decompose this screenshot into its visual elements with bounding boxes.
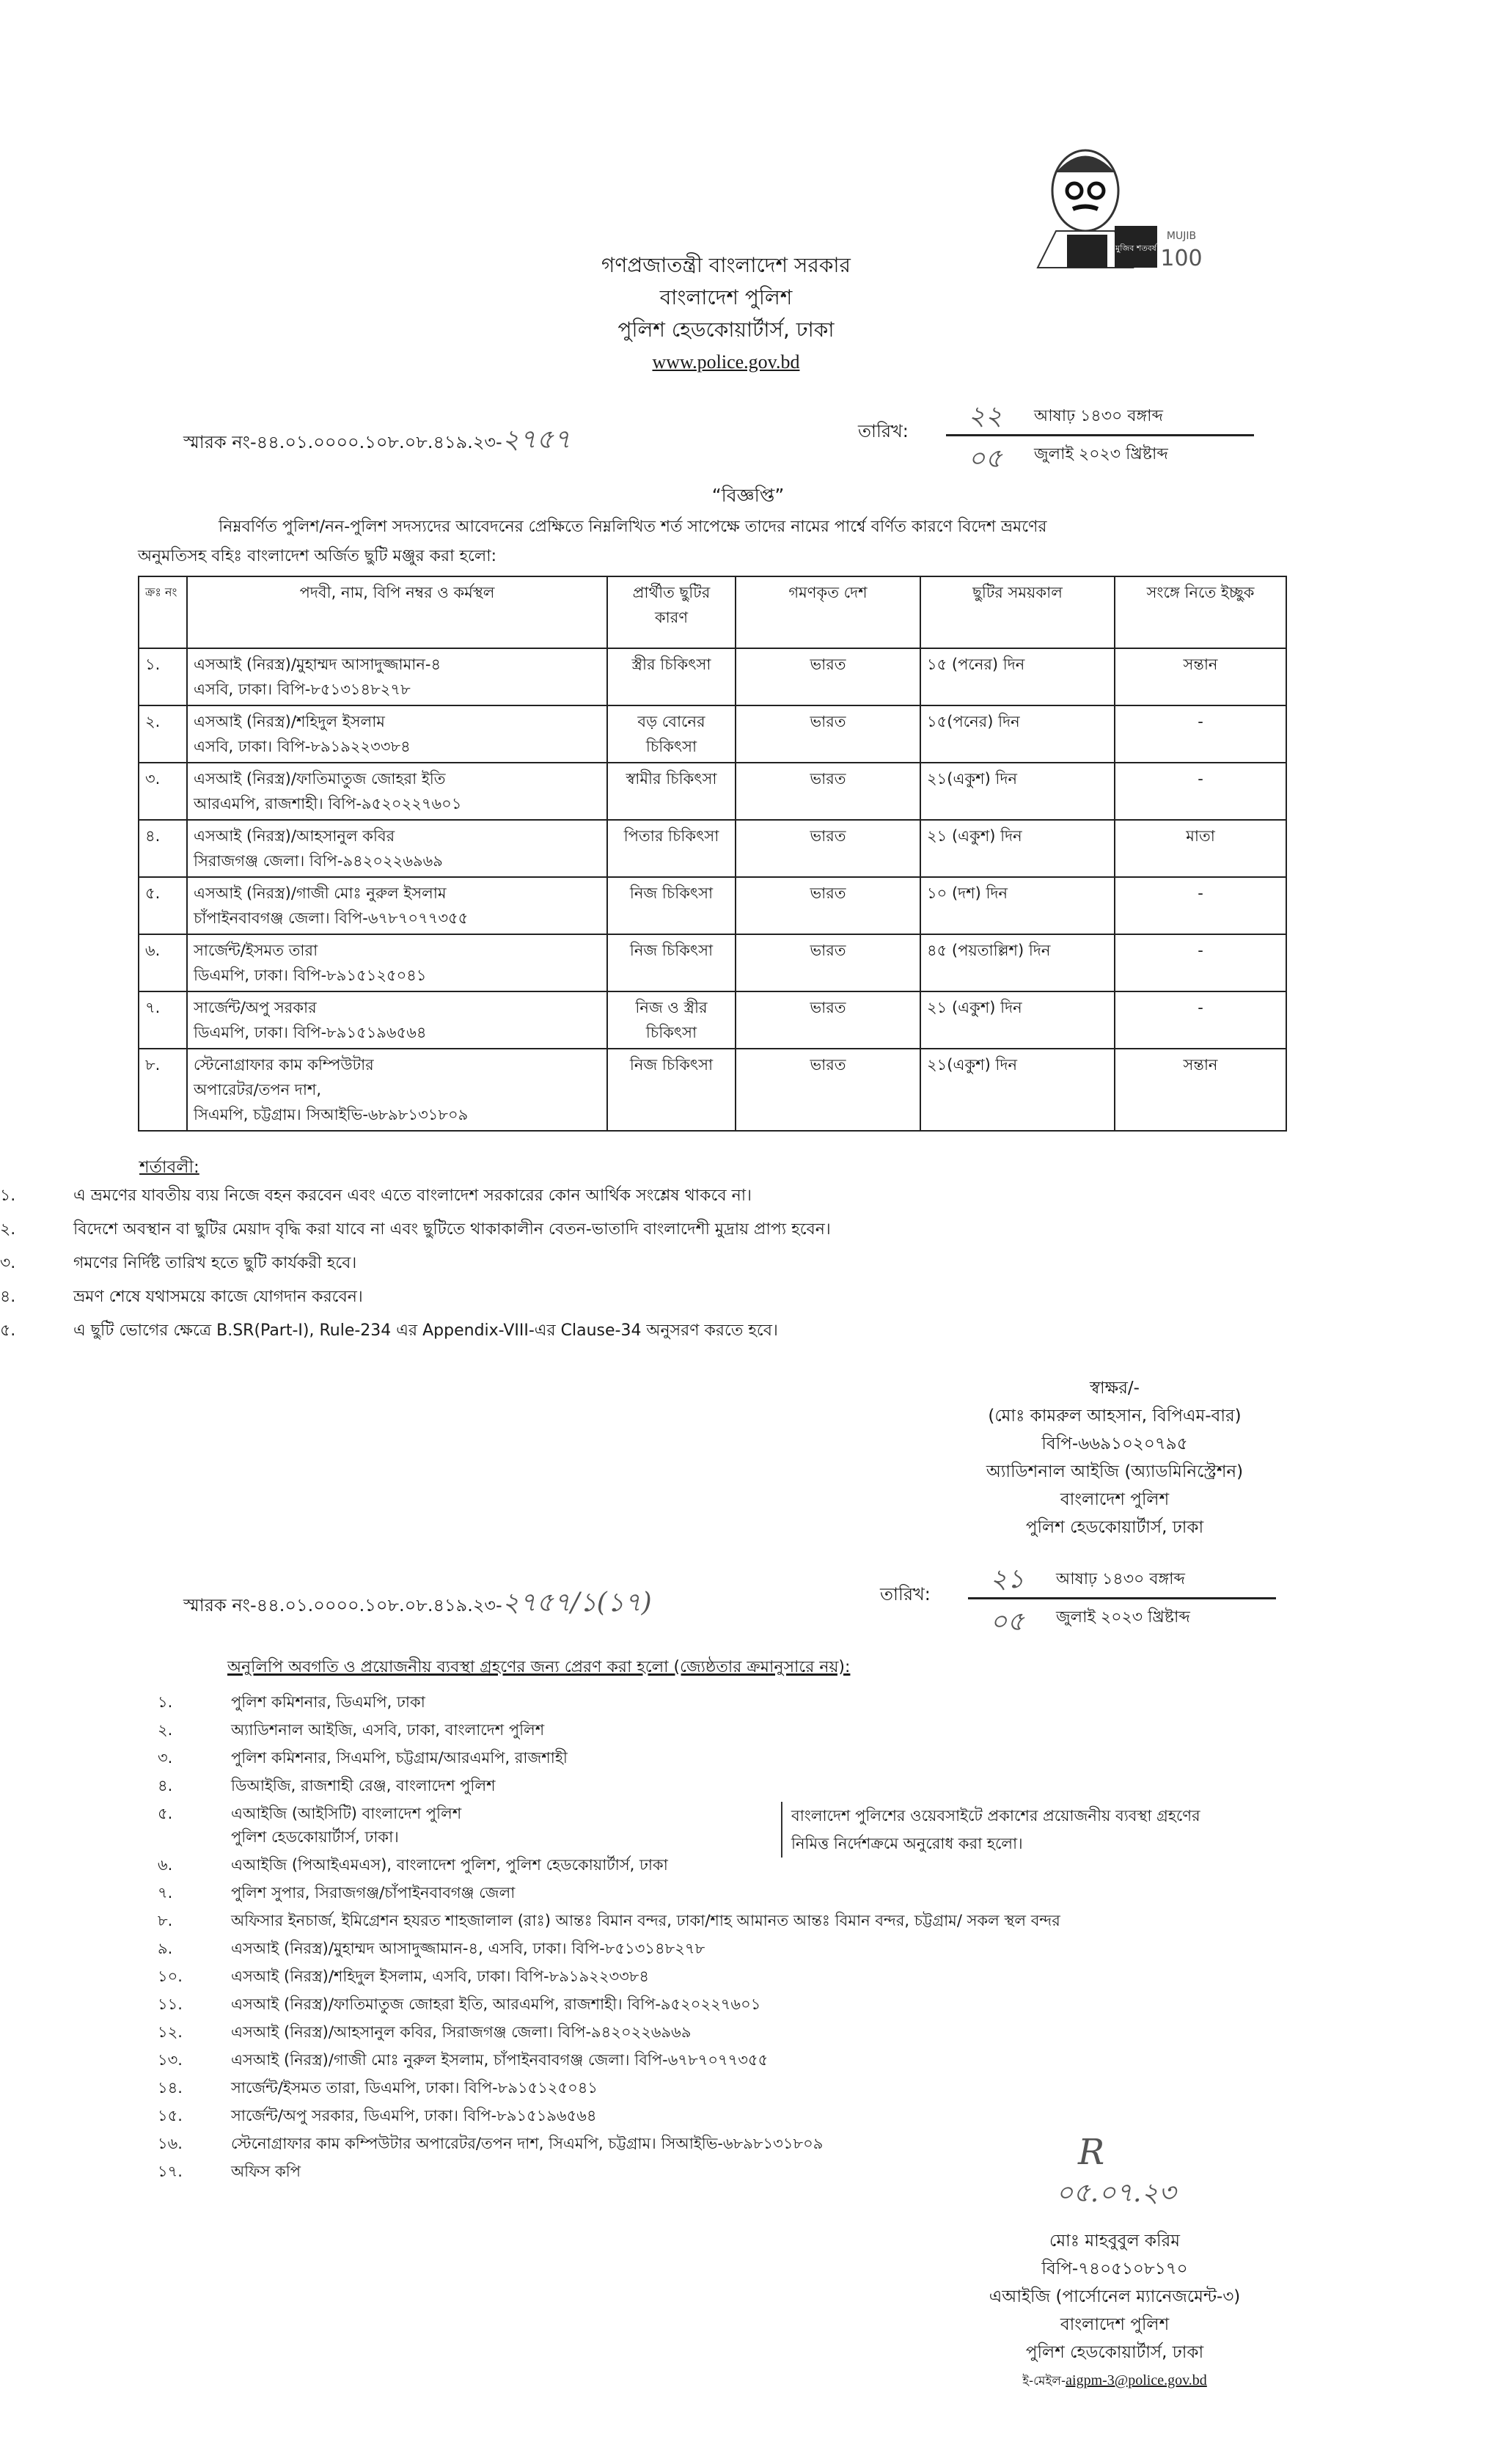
- cell-reason: [607, 991, 736, 1049]
- copy-recipient-item: [158, 1774, 1258, 1797]
- cell-sl: ২.: [145, 713, 161, 730]
- cell-reason: [607, 877, 736, 934]
- copy-number: ১৬.: [158, 2135, 183, 2152]
- col-name: পদবী, নাম, বিপি নম্বর ও কর্মস্থল: [187, 576, 607, 648]
- copy-number: ১১.: [158, 1995, 183, 2013]
- cell-name-line2: অপারেটর/তপন দাশ,: [194, 1081, 322, 1099]
- cell-serial: [139, 820, 187, 877]
- memo-handwritten-number: ২৭৫৭: [502, 425, 571, 455]
- cell-name-line2: চাঁপাইনবাবগঞ্জ জেলা। বিপি-৬৭৮৭০৭৭৩৫৫: [194, 909, 469, 927]
- cell-name-line1: এসআই (নিরস্ত্র)/শহিদুল ইসলাম: [194, 713, 385, 730]
- cell-name: [187, 820, 607, 877]
- copy-recipient-item: [158, 2104, 1258, 2127]
- date-day-greg: ০৫: [968, 444, 1002, 474]
- condition-item: [0, 1182, 1247, 1210]
- copy-text: পুলিশ সুপার, সিরাজগঞ্জ/চাঁপাইনবাবগঞ্জ জেলা: [231, 1884, 516, 1902]
- copy-text: অফিস কপি: [231, 2163, 301, 2180]
- date-divider: [968, 1597, 1276, 1599]
- cell-serial: [139, 1049, 187, 1131]
- copy-text: এআইজি (পিআইএমএস), বাংলাদেশ পুলিশ, পুলিশ হেডকোয়ার্টার্স, ঢাকা: [231, 1856, 668, 1874]
- copies-section: [158, 1690, 1404, 2183]
- condition-text: গমণের নির্দিষ্ট তারিখ হতে ছুটি কার্যকরী হবে।: [73, 1254, 357, 1272]
- copy-recipient-item: [158, 2076, 1258, 2100]
- condition-text: ভ্রমণ শেষে যথাসময়ে কাজে যোগদান করবেন।: [73, 1288, 363, 1306]
- cell-country: ভারত: [810, 1056, 846, 1074]
- copy-number: ৭.: [158, 1884, 173, 1902]
- condition-text: এ ভ্রমণের যাবতীয় ব্যয় নিজে বহন করবেন এবং এতে বাংলাদেশ সরকারের কোন আর্থিক সংশ্লেষ থাকবে না।: [73, 1187, 752, 1205]
- cell-name-line2: এসবি, ঢাকা। বিপি-৮৫১৩১৪৮২৭৮: [194, 681, 411, 698]
- cell-name-line1: এসআই (নিরস্ত্র)/আহসানুল কবির: [194, 827, 395, 845]
- cell-reason: বড় বোনের চিকিৎসা: [637, 713, 705, 755]
- date-greg-month-year: জুলাই ২০২৩ খ্রিষ্টাব্দ: [1056, 1608, 1190, 1627]
- cell-companion: সন্তান: [1183, 656, 1218, 673]
- cell-reason: [607, 648, 736, 705]
- cell-reason: নিজ ও স্ত্রীর চিকিৎসা: [635, 999, 708, 1041]
- copy-number: ১৩.: [158, 2051, 183, 2069]
- copy-text: এসআই (নিরস্ত্র)/শহিদুল ইসলাম, এসবি, ঢাকা। বিপি-৮৯১৯২২৩৩৮৪: [231, 1968, 650, 1985]
- cell-serial: [139, 877, 187, 934]
- cell-reason: [607, 820, 736, 877]
- mujib-100-logo-icon: [1023, 139, 1206, 271]
- cell-name-line1: সার্জেন্ট/ইসমত তারা: [194, 942, 318, 959]
- cell-country: [736, 877, 920, 934]
- col-serial: ক্রঃ নং: [139, 576, 187, 648]
- cell-reason: পিতার চিকিৎসা: [623, 827, 719, 845]
- cell-companion: সন্তান: [1183, 1056, 1218, 1074]
- copy-number: ৯.: [158, 1940, 173, 1957]
- signature-block-2: [851, 2227, 1379, 2395]
- table-row: [139, 991, 1286, 1049]
- cell-name-line1: সার্জেন্ট/অপু সরকার: [194, 999, 317, 1016]
- cell-duration: [920, 705, 1115, 763]
- copy-number: ৪.: [158, 1777, 173, 1794]
- condition-number: ৫.: [0, 1321, 16, 1340]
- copy-text: এসআই (নিরস্ত্র)/ফাতিমাতুজ জোহরা ইতি, আরএমপি, রাজশাহী। বিপি-৯৫২০২২৭৬০১: [231, 1995, 761, 2013]
- logo-text-en: MUJIB: [1166, 230, 1197, 242]
- cell-reason: স্ত্রীর চিকিৎসা: [631, 656, 711, 673]
- cell-reason: স্বামীর চিকিৎসা: [626, 770, 717, 788]
- copy-text: সার্জেন্ট/অপু সরকার, ডিএমপি, ঢাকা। বিপি-৮৯১৫১৯৬৫৬৪: [231, 2107, 597, 2124]
- col-duration: ছুটির সময়কাল: [920, 576, 1115, 648]
- cell-companion: [1115, 763, 1286, 820]
- cell-duration: ৪৫ (পয়তাল্লিশ) দিন: [927, 942, 1051, 959]
- website-link[interactable]: www.police.gov.bd: [652, 351, 800, 373]
- copy-recipient-item: [158, 1992, 1258, 2016]
- cell-duration: ১০ (দশ) দিন: [927, 884, 1008, 902]
- condition-number: ২.: [0, 1220, 16, 1239]
- logo-text-100: 100: [1160, 246, 1203, 271]
- cell-companion: -: [1198, 884, 1203, 902]
- date-bangla-month-year: আষাঢ় ১৪৩০ বঙ্গাব্দ: [1056, 1570, 1185, 1588]
- cell-sl: ৬.: [145, 942, 161, 959]
- memo-row-top: [0, 390, 1496, 478]
- copy-recipient-item: [158, 1690, 1258, 1714]
- table-row: [139, 934, 1286, 991]
- cell-duration: ১৫(পনের) দিন: [927, 713, 1020, 730]
- cell-country: ভারত: [810, 827, 846, 845]
- office-title: পুলিশ হেডকোয়ার্টার্স, ঢাকা: [617, 318, 835, 342]
- notice-title: “বিজ্ঞপ্তি”: [711, 485, 785, 506]
- signatory-office: পুলিশ হেডকোয়ার্টার্স, ঢাকা: [1025, 1518, 1204, 1537]
- cell-country: ভারত: [810, 942, 846, 959]
- copy-number: ১৪.: [158, 2079, 183, 2097]
- date-block-bottom: [880, 1553, 1291, 1641]
- cell-sl: ৭.: [145, 999, 161, 1016]
- table-row: [139, 763, 1286, 820]
- initial-mark: R: [1078, 2132, 1105, 2173]
- table-header-row: [139, 576, 1286, 648]
- condition-text: বিদেশে অবস্থান বা ছুটির মেয়াদ বৃদ্ধি করা যাবে না এবং ছুটিতে থাকাকালীন বেতন-ভাতাদি বাংলাদেশী মুদ্রায় প্রাপ্য হবেন।: [73, 1220, 831, 1239]
- cell-companion: [1115, 705, 1286, 763]
- leave-table-body: [139, 648, 1286, 1131]
- cell-country: [736, 648, 920, 705]
- table-row: [139, 705, 1286, 763]
- letterhead: [469, 249, 983, 378]
- cell-name-line3: সিএমপি, চট্টগ্রাম। সিআইভি-৬৮৯৮১৩১৮০৯: [194, 1106, 469, 1123]
- copy-number: ১৭.: [158, 2163, 183, 2180]
- condition-number: ৪.: [0, 1288, 16, 1306]
- col-companion: সংঙ্গে নিতে ইচ্ছুক: [1115, 576, 1286, 648]
- copy-text: এসআই (নিরস্ত্র)/মুহাম্মদ আসাদুজ্জামান-৪, এসবি, ঢাকা। বিপি-৮৫১৩১৪৮২৭৮: [231, 1940, 705, 1957]
- memo-number-bottom: [183, 1583, 652, 1627]
- cell-sl: ৮.: [145, 1056, 161, 1074]
- intro-line-2: অনুমতিসহ বহিঃ বাংলাদেশ অর্জিত ছুটি মঞ্জুর করা হলো:: [138, 547, 497, 565]
- cell-country: [736, 1049, 920, 1131]
- cell-name: [187, 648, 607, 705]
- copy-recipient-item: [158, 1909, 1258, 1932]
- copy-recipient-item: [158, 1965, 1258, 1988]
- cell-reason: নিজ চিকিৎসা: [629, 884, 714, 902]
- cell-name-line1: এসআই (নিরস্ত্র)/গাজী মোঃ নুরুল ইসলাম: [194, 884, 447, 902]
- cell-companion: মাতা: [1186, 827, 1215, 845]
- memo-number-top: [183, 419, 571, 463]
- govt-title: গণপ্রজাতন্ত্রী বাংলাদেশ সরকার: [601, 253, 851, 277]
- copy-text: অফিসার ইনচার্জ, ইমিগ্রেশন হযরত শাহজালাল (রাঃ) আন্তঃ বিমান বন্দর, ঢাকা/শাহ আমানত আন্তঃ বিমান বন্দর, চট্টগ্রাম/ সকল স্থল বন্দর: [231, 1912, 1060, 1929]
- cell-name: [187, 763, 607, 820]
- copy-text: অ্যাডিশনাল আইজি, এসবি, ঢাকা, বাংলাদেশ পুলিশ: [231, 1721, 545, 1739]
- cell-country: ভারত: [810, 656, 846, 673]
- email-label: ই-মেইল-: [1022, 2374, 1066, 2388]
- copy-recipient-item: [158, 2020, 1258, 2044]
- website-publish-note: বাংলাদেশ পুলিশের ওয়েবসাইটে প্রকাশের প্রয়োজনীয় ব্যবস্থা গ্রহণের নিমিত্ত নির্দেশক্রমে অনুরোধ করা হলো।: [781, 1802, 1231, 1858]
- copy-recipient-item: [158, 1937, 1258, 1960]
- signatory-bp: বিপি-৬৬৯১০২০৭৯৫: [1041, 1434, 1188, 1453]
- cell-duration: ২১(একুশ) দিন: [927, 1056, 1018, 1074]
- cell-name: [187, 934, 607, 991]
- cell-serial: [139, 763, 187, 820]
- cell-country: [736, 705, 920, 763]
- cell-duration: ১৫ (পনের) দিন: [927, 656, 1025, 673]
- cell-companion: [1115, 991, 1286, 1049]
- cell-serial: [139, 934, 187, 991]
- signature-block-1: [851, 1374, 1379, 1541]
- handwritten-initial: [1056, 2132, 1320, 2217]
- copy-text: সার্জেন্ট/ইসমত তারা, ডিএমপি, ঢাকা। বিপি-৮৯১৫১২৫০৪১: [231, 2079, 598, 2097]
- copy-number: ১৫.: [158, 2107, 183, 2124]
- cell-duration: [920, 820, 1115, 877]
- cell-reason: নিজ চিকিৎসা: [629, 942, 714, 959]
- cell-companion: [1115, 1049, 1286, 1131]
- signatory-org: বাংলাদেশ পুলিশ: [1060, 1490, 1170, 1509]
- date-day-greg: ০৫: [990, 1607, 1024, 1637]
- cell-reason: [607, 705, 736, 763]
- signatory-name: (মোঃ কামরুল আহসান, বিপিএম-বার): [988, 1407, 1242, 1426]
- condition-number: ১.: [0, 1187, 16, 1205]
- cell-duration: ২১(একুশ) দিন: [927, 770, 1018, 788]
- signatory-name: মোঃ মাহবুবুল করিম: [1049, 2232, 1180, 2251]
- cell-country: [736, 934, 920, 991]
- cell-name-line1: এসআই (নিরস্ত্র)/ফাতিমাতুজ জোহরা ইতি: [194, 770, 446, 788]
- copy-number: ১.: [158, 1693, 173, 1711]
- memo-row-bottom: [0, 1553, 1496, 1641]
- date-divider: [946, 434, 1254, 436]
- cell-companion: [1115, 934, 1286, 991]
- signatory-designation: এআইজি (পার্সোনেল ম্যানেজমেন্ট-৩): [989, 2287, 1241, 2306]
- table-row: [139, 820, 1286, 877]
- col-country: গমণকৃত দেশ: [736, 576, 920, 648]
- cell-country: ভারত: [810, 713, 846, 730]
- cell-name-line1: এসআই (নিরস্ত্র)/মুহাম্মদ আসাদুজ্জামান-৪: [194, 656, 441, 673]
- copy-text: পুলিশ কমিশনার, ডিএমপি, ঢাকা: [231, 1693, 425, 1711]
- cell-name: [187, 705, 607, 763]
- date-bangla-month-year: আষাঢ় ১৪৩০ বঙ্গাব্দ: [1034, 407, 1163, 425]
- cell-name-line2: আরএমপি, রাজশাহী। বিপি-৯৫২০২২৭৬০১: [194, 795, 462, 813]
- cell-name-line1: স্টেনোগ্রাফার কাম কম্পিউটার: [194, 1056, 374, 1074]
- copy-recipient-item: [158, 1746, 1258, 1770]
- signatory-bp: বিপি-৭৪০৫১০৮১৭০: [1041, 2259, 1188, 2278]
- signatory-email: [851, 2366, 1379, 2395]
- cell-reason: [607, 934, 736, 991]
- date-label: তারিখ:: [858, 421, 909, 441]
- cell-country: ভারত: [810, 884, 846, 902]
- date-block-top: [858, 390, 1269, 478]
- col-reason: প্রার্থীত ছুটির কারণ: [607, 576, 736, 648]
- leave-table: [138, 576, 1287, 1132]
- condition-item: [0, 1216, 1247, 1244]
- copy-text: ডিআইজি, রাজশাহী রেঞ্জ, বাংলাদেশ পুলিশ: [231, 1777, 496, 1794]
- cell-country: ভারত: [810, 999, 846, 1016]
- cell-country: [736, 820, 920, 877]
- copy-number: ৬.: [158, 1856, 173, 1874]
- table-row: [139, 1049, 1286, 1131]
- signatory-office: পুলিশ হেডকোয়ার্টার্স, ঢাকা: [1025, 2343, 1204, 2362]
- email-link[interactable]: aigpm-3@police.gov.bd: [1066, 2372, 1207, 2388]
- cell-duration: [920, 991, 1115, 1049]
- copy-text: স্টেনোগ্রাফার কাম কম্পিউটার অপারেটর/তপন দাশ, সিএমপি, চট্টগ্রাম। সিআইভি-৬৮৯৮১৩১৮০৯: [231, 2135, 824, 2152]
- copy-number: ২.: [158, 1721, 173, 1739]
- initial-date: ০৫.০৭.২৩: [1056, 2178, 1176, 2208]
- cell-duration: ২১ (একুশ) দিন: [927, 827, 1022, 845]
- condition-item: [0, 1250, 1247, 1277]
- signatory-designation: অ্যাডিশনাল আইজি (অ্যাডমিনিস্ট্রেশন): [986, 1462, 1244, 1481]
- cell-country: [736, 991, 920, 1049]
- cell-sl: ৩.: [145, 770, 161, 788]
- copy-recipient-item: [158, 2048, 1258, 2072]
- cell-name-line2: ডিএমপি, ঢাকা। বিপি-৮৯১৫১২৫০৪১: [194, 967, 427, 984]
- intro-paragraph: [138, 513, 1297, 571]
- copy-text: এআইজি (আইসিটি) বাংলাদেশ পুলিশ: [231, 1805, 462, 1822]
- intro-line-1: নিম্নবর্ণিত পুলিশ/নন-পুলিশ সদস্যদের আবেদনের প্রেক্ষিতে নিম্নলিখিত শর্ত সাপেক্ষে তাদের নামের পার্শ্বে বর্ণিত কারণে বিদেশ ভ্রমণের: [219, 518, 1047, 536]
- cell-sl: ১.: [145, 656, 161, 673]
- date-greg-month-year: জুলাই ২০২৩ খ্রিষ্টাব্দ: [1034, 445, 1168, 463]
- cell-duration: [920, 877, 1115, 934]
- cell-name: [187, 1049, 607, 1131]
- cell-companion: -: [1198, 942, 1203, 959]
- conditions-list: [0, 1182, 1247, 1345]
- conditions-title: শর্তাবলী:: [139, 1158, 199, 1177]
- cell-duration: [920, 648, 1115, 705]
- date-day-bangla: ২১: [990, 1564, 1024, 1594]
- cell-country: [736, 763, 920, 820]
- condition-item: [0, 1317, 1247, 1345]
- cell-companion: [1115, 877, 1286, 934]
- date-day-bangla: ২২: [968, 401, 1002, 431]
- copy-recipient-item: [158, 1718, 1258, 1742]
- cell-sl: ৪.: [145, 827, 161, 845]
- logo-text-bn: মুজিব শতবর্ষ: [1115, 243, 1156, 253]
- cell-serial: [139, 705, 187, 763]
- copy-number: ১০.: [158, 1968, 183, 1985]
- copies-list: [158, 1690, 1258, 2183]
- table-row: [139, 648, 1286, 705]
- copy-number: ৩.: [158, 1749, 173, 1767]
- cell-reason: [607, 763, 736, 820]
- copy-text: এসআই (নিরস্ত্র)/গাজী মোঃ নুরুল ইসলাম, চাঁপাইনবাবগঞ্জ জেলা। বিপি-৬৭৮৭০৭৭৩৫৫: [231, 2051, 769, 2069]
- copy-text-2: পুলিশ হেডকোয়ার্টার্স, ঢাকা।: [231, 1828, 399, 1846]
- date-label: তারিখ:: [880, 1584, 931, 1605]
- condition-number: ৩.: [0, 1254, 16, 1272]
- cell-name: [187, 991, 607, 1049]
- org-title: বাংলাদেশ পুলিশ: [659, 285, 793, 309]
- cell-country: ভারত: [810, 770, 846, 788]
- cell-companion: [1115, 820, 1286, 877]
- cell-sl: ৫.: [145, 884, 161, 902]
- cell-companion: -: [1198, 999, 1203, 1016]
- copy-recipient-item: [158, 1881, 1258, 1904]
- cell-serial: [139, 648, 187, 705]
- cell-duration: [920, 1049, 1115, 1131]
- cell-serial: [139, 991, 187, 1049]
- cell-duration: ২১ (একুশ) দিন: [927, 999, 1022, 1016]
- copies-title: অনুলিপি অবগতি ও প্রয়োজনীয় ব্যবস্থা গ্রহণের জন্য প্রেরণ করা হলো (জ্যেষ্ঠতার ক্রমানুসারে নয়):: [227, 1658, 851, 1676]
- cell-duration: [920, 934, 1115, 991]
- signed-mark: স্বাক্ষর/-: [1089, 1379, 1140, 1398]
- copy-text: পুলিশ কমিশনার, সিএমপি, চট্টগ্রাম/আরএমপি, রাজশাহী: [231, 1749, 568, 1767]
- signatory-org: বাংলাদেশ পুলিশ: [1060, 2315, 1170, 2334]
- condition-text: এ ছুটি ভোগের ক্ষেত্রে B.SR(Part-I), Rule-234 এর Appendix-VIII-এর Clause-34 অনুসরণ করতে হবে।: [73, 1321, 778, 1340]
- cell-duration: [920, 763, 1115, 820]
- condition-item: [0, 1283, 1247, 1311]
- cell-companion: -: [1198, 713, 1203, 730]
- memo-handwritten-number: ২৭৫৭/১(১৭): [502, 1588, 652, 1618]
- copy-text: এসআই (নিরস্ত্র)/আহসানুল কবির, সিরাজগঞ্জ জেলা। বিপি-৯৪২০২২৬৯৬৯: [231, 2023, 692, 2041]
- memo-prefix: স্মারক নং-৪৪.০১.০০০০.১০৮.০৮.৪১৯.২৩-: [183, 432, 502, 452]
- cell-reason: নিজ চিকিৎসা: [629, 1056, 714, 1074]
- copy-number: ১২.: [158, 2023, 183, 2041]
- cell-reason: [607, 1049, 736, 1131]
- cell-name-line2: সিরাজগঞ্জ জেলা। বিপি-৯৪২০২২৬৯৬৯: [194, 852, 443, 870]
- cell-name-line2: ডিএমপি, ঢাকা। বিপি-৮৯১৫১৯৬৫৬৪: [194, 1024, 427, 1041]
- copy-number: ৮.: [158, 1912, 173, 1929]
- cell-name: [187, 877, 607, 934]
- cell-companion: [1115, 648, 1286, 705]
- table-row: [139, 877, 1286, 934]
- cell-companion: -: [1198, 770, 1203, 788]
- copy-number: ৫.: [158, 1805, 173, 1822]
- memo-prefix: স্মারক নং-৪৪.০১.০০০০.১০৮.০৮.৪১৯.২৩-: [183, 1595, 502, 1616]
- cell-name-line2: এসবি, ঢাকা। বিপি-৮৯১৯২২৩৩৮৪: [194, 738, 411, 755]
